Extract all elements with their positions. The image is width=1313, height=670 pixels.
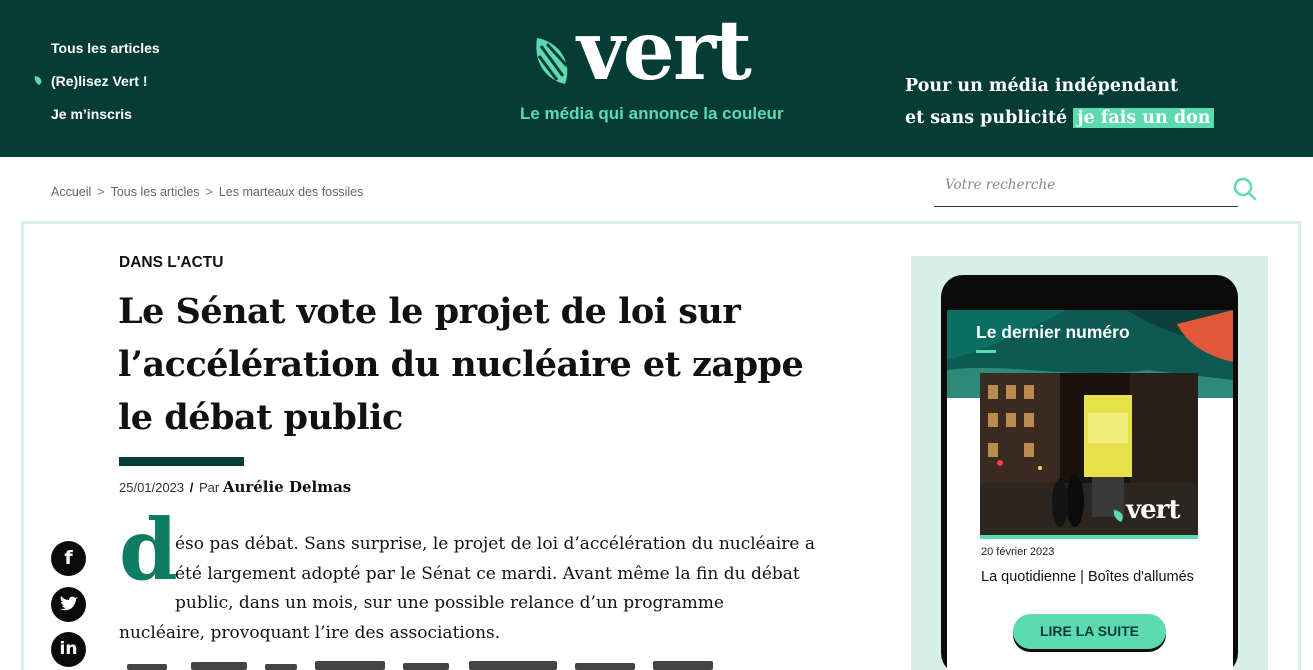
header-nav xyxy=(51,38,160,137)
twitter-share-button[interactable] xyxy=(51,587,86,622)
article-title-line: Le Sénat vote le projet de loi sur xyxy=(118,291,741,332)
article-date: 25/01/2023 xyxy=(119,480,185,495)
nav-reread-label: (Re)lisez Vert ! xyxy=(51,73,148,89)
donate-block xyxy=(905,70,1214,134)
breadcrumb-home[interactable]: Accueil xyxy=(51,185,92,199)
nav-reread-vert[interactable] xyxy=(51,71,160,104)
site-header xyxy=(0,0,1313,157)
breadcrumb xyxy=(51,185,363,199)
next-paragraph-fragment xyxy=(119,658,719,670)
breadcrumb-separator: > xyxy=(97,185,105,199)
search-icon[interactable] xyxy=(1232,176,1258,202)
linkedin-share-button[interactable] xyxy=(51,632,86,667)
facebook-icon: f xyxy=(64,547,73,569)
drop-cap: d xyxy=(119,500,178,599)
nav-all-articles[interactable]: Tous les articles xyxy=(51,40,160,56)
body-line-4: nucléaire, provoquant l’ire des associations. xyxy=(119,622,501,643)
donate-line-2 xyxy=(905,102,1214,134)
linkedin-icon: in xyxy=(59,639,78,659)
article-by: Par xyxy=(198,480,220,495)
article-rubric[interactable]: DANS L'ACTU xyxy=(119,254,224,271)
body-line-2: été largement adopté par le Sénat ce mardi. Avant même la fin du débat xyxy=(175,563,800,584)
breadcrumb-separator: > xyxy=(205,185,213,199)
twitter-icon xyxy=(51,587,86,622)
issue-title[interactable]: La quotidienne | Boîtes d'allumés xyxy=(981,569,1194,585)
site-logo[interactable] xyxy=(533,3,793,99)
facebook-share-button[interactable] xyxy=(51,541,86,576)
body-lead: éso pas débat. xyxy=(175,534,299,554)
issue-strip xyxy=(980,535,1198,539)
issue-photo-logo: vert xyxy=(1126,495,1180,525)
search-input[interactable] xyxy=(934,170,1204,200)
donate-link[interactable]: je fais un don xyxy=(1073,108,1214,128)
read-more-button[interactable]: LIRE LA SUITE xyxy=(1013,614,1166,649)
issue-date: 20 février 2023 xyxy=(981,546,1055,558)
article-body xyxy=(119,530,816,648)
leaf-bullet-icon xyxy=(34,75,43,86)
donate-line-2-text: et sans publicité xyxy=(905,108,1068,128)
donate-line-1: Pour un média indépendant xyxy=(905,76,1179,96)
nav-subscribe[interactable]: Je m’inscris xyxy=(51,106,132,122)
logo-wordmark: vert xyxy=(577,3,750,99)
site-tagline: Le média qui annonce la couleur xyxy=(520,104,784,123)
meta-slash: / xyxy=(189,480,194,495)
body-line-3: public, dans un mois, sur une possible relance d’un programme xyxy=(175,593,724,613)
article-title-line: le débat public xyxy=(118,397,403,438)
leaf-logo-icon xyxy=(533,36,573,88)
article-meta xyxy=(119,478,351,496)
issue-photo-leaf-icon xyxy=(1113,509,1125,523)
search-box xyxy=(934,170,1238,207)
heading-underline xyxy=(976,350,996,353)
title-underline xyxy=(119,457,244,466)
breadcrumb-all-articles[interactable]: Tous les articles xyxy=(110,185,200,199)
body-line-text: Sans surprise, le projet de loi d’accélération du nucléaire a xyxy=(304,534,816,554)
article-author[interactable]: Aurélie Delmas xyxy=(222,478,352,496)
latest-issue-heading: Le dernier numéro xyxy=(976,322,1130,342)
article-title-line: l’accélération du nucléaire et zappe xyxy=(118,344,804,385)
breadcrumb-current[interactable]: Les marteaux des fossiles xyxy=(218,185,364,199)
body-line-1 xyxy=(175,530,816,560)
article-title xyxy=(118,285,818,444)
issue-photo[interactable] xyxy=(980,373,1198,538)
